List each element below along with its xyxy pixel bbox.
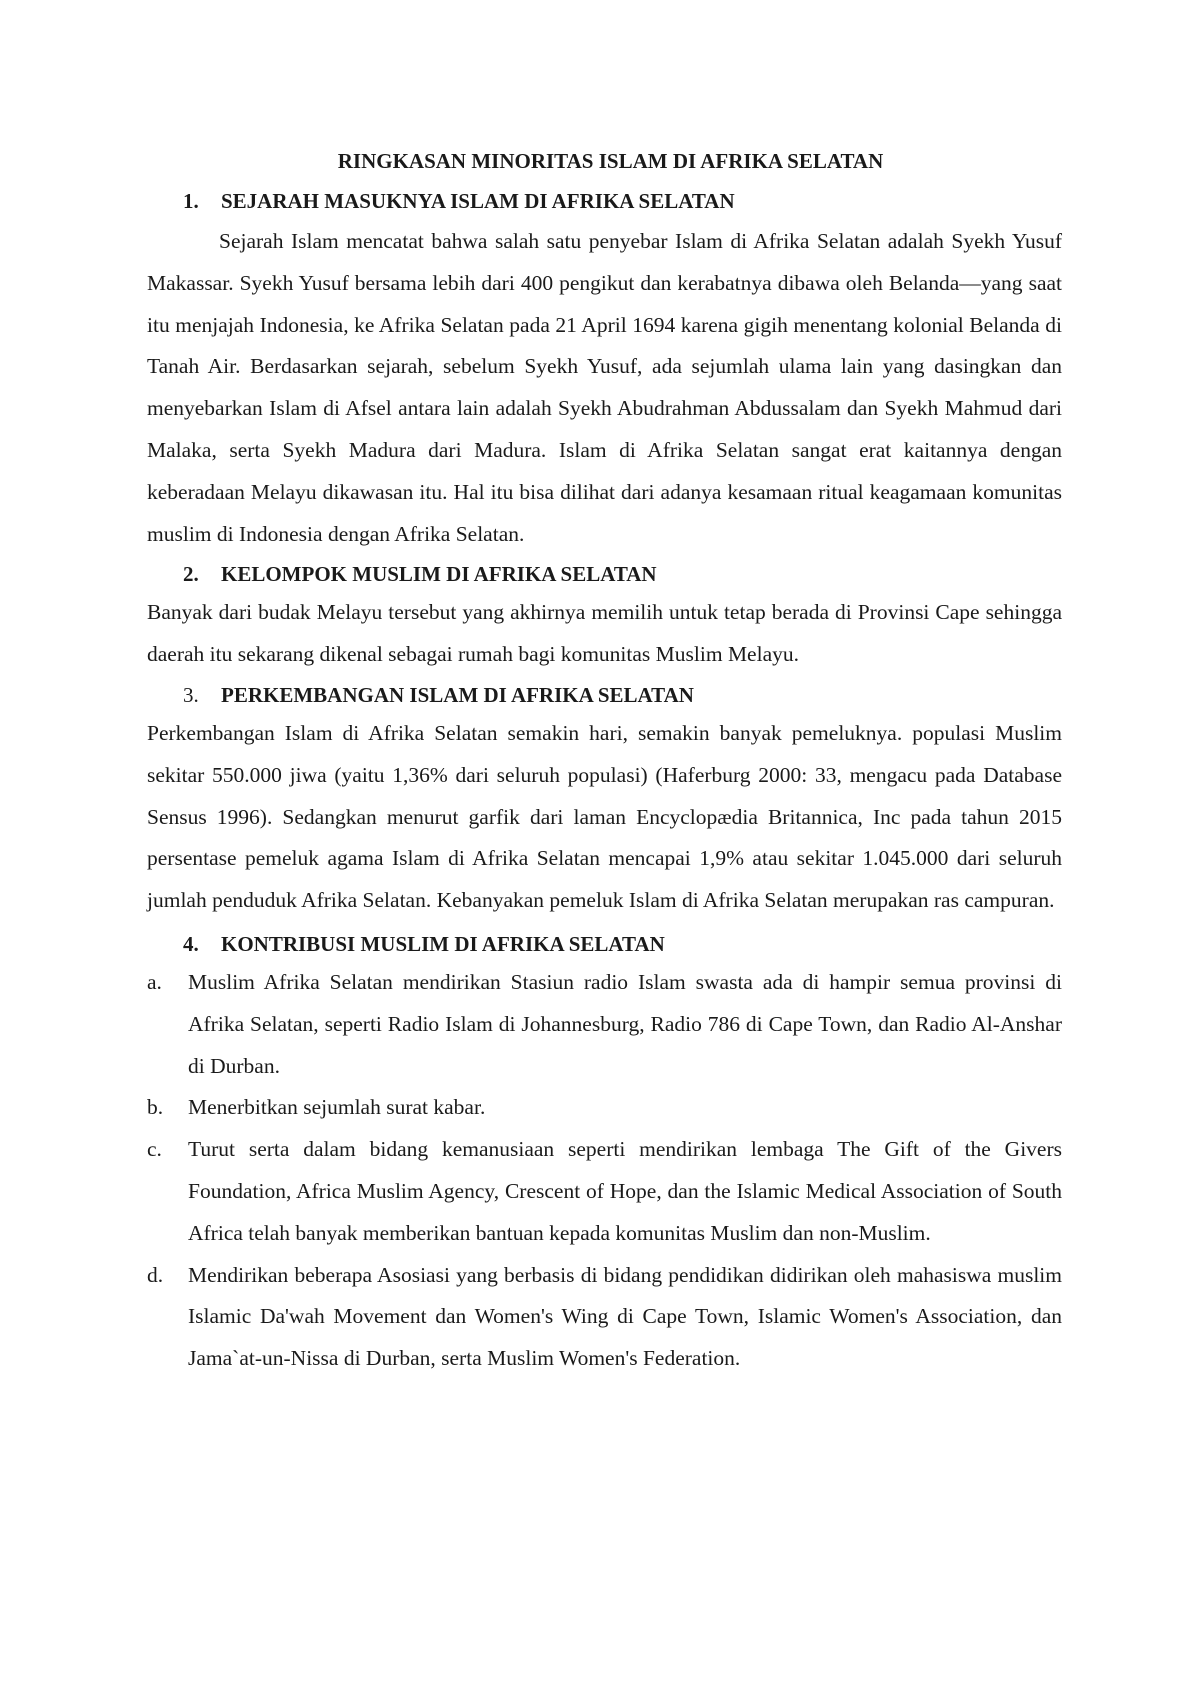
section-3-heading-text: PERKEMBANGAN ISLAM DI AFRIKA SELATAN xyxy=(221,682,694,707)
section-3-number: 3. xyxy=(183,682,199,707)
list-item-marker: b. xyxy=(147,1095,164,1120)
list-item-marker: c. xyxy=(147,1137,162,1162)
list-item xyxy=(147,1087,1062,1129)
section-1-body: Sejarah Islam mencatat bahwa salah satu penyebar Islam di Afrika Selatan adalah Syekh Yusuf Makassar. Syekh Yusuf bersama lebih dari 400 pengikut dan kerabatnya dibawa oleh Belanda—yang saat itu menjajah Indonesia, ke Afrika Selatan pada 21 April 1694 karena gigih menentang kolonial Belanda di Tanah Air. Berdasarkan sejarah, sebelum Syekh Yusuf, ada sejumlah ulama lain yang dasingkan dan menyebarkan Islam di Afsel antara lain adalah Syekh Abudrahman Abdussalam dan Syekh Mahmud dari Malaka, serta Syekh Madura dari Madura. Islam di Afrika Selatan sangat erat kaitannya dengan keberadaan Melayu dikawasan itu. Hal itu bisa dilihat dari adanya kesamaan ritual keagamaan komunitas muslim di Indonesia dengan Afrika Selatan. xyxy=(147,229,1062,546)
section-2-heading-text: KELOMPOK MUSLIM DI AFRIKA SELATAN xyxy=(221,562,657,587)
list-item-text: Turut serta dalam bidang kemanusiaan seperti mendirikan lembaga The Gift of the Givers Foundation, Africa Muslim Agency, Crescent of Hope, dan the Islamic Medical Association of South Africa telah banyak memberikan bantuan kepada komunitas Muslim dan non-Muslim. xyxy=(188,1137,1062,1245)
section-4-number: 4. xyxy=(183,931,199,956)
section-1-heading xyxy=(147,183,1062,219)
section-4-heading xyxy=(147,926,1062,962)
list-item-marker: a. xyxy=(147,969,162,994)
list-item xyxy=(147,962,1062,1087)
section-1-number: 1. xyxy=(183,189,199,213)
document-title: RINGKASAN MINORITAS ISLAM DI AFRIKA SELATAN xyxy=(337,149,884,173)
section-2-heading xyxy=(147,556,1062,592)
list-item-text: Menerbitkan sejumlah surat kabar. xyxy=(188,1095,486,1120)
section-1-heading-text: SEJARAH MASUKNYA ISLAM DI AFRIKA SELATAN xyxy=(221,189,735,213)
list-item-text: Muslim Afrika Selatan mendirikan Stasiun radio Islam swasta ada di hampir semua provinsi di Afrika Selatan, seperti Radio Islam di Johannesburg, Radio 786 di Cape Town, dan Radio Al-Anshar di Durban. xyxy=(188,969,1062,1078)
list-item xyxy=(147,1255,1062,1380)
section-4-heading-text: KONTRIBUSI MUSLIM DI AFRIKA SELATAN xyxy=(221,931,665,956)
contribution-list xyxy=(147,962,1062,1380)
list-item-marker: d. xyxy=(147,1262,164,1287)
list-item xyxy=(147,1129,1062,1254)
section-2-body: Banyak dari budak Melayu tersebut yang akhirnya memilih untuk tetap berada di Provinsi Cape sehingga daerah itu sekarang dikenal sebagai rumah bagi komunitas Muslim Melayu. xyxy=(147,600,1062,667)
list-item-text: Mendirikan beberapa Asosiasi yang berbasis di bidang pendidikan didirikan oleh mahasiswa muslim Islamic Da'wah Movement dan Women's Wing di Cape Town, Islamic Women's Association, dan Jama`at-un-Nissa di Durban, serta Muslim Women's Federation. xyxy=(188,1262,1062,1371)
section-3-body: Perkembangan Islam di Afrika Selatan semakin hari, semakin banyak pemeluknya. populasi Muslim sekitar 550.000 jiwa (yaitu 1,36% dari seluruh populasi) (Haferburg 2000: 33, mengacu pada Database Sensus 1996). Sedangkan menurut garfik dari laman Encyclopædia Britannica, Inc pada tahun 2015 persentase pemeluk agama Islam di Afrika Selatan mencapai 1,9% atau sekitar 1.045.000 dari seluruh jumlah penduduk Afrika Selatan. Kebanyakan pemeluk Islam di Afrika Selatan merupakan ras campuran. xyxy=(147,720,1062,913)
section-2-number: 2. xyxy=(183,562,199,587)
section-3-heading xyxy=(147,677,1062,713)
